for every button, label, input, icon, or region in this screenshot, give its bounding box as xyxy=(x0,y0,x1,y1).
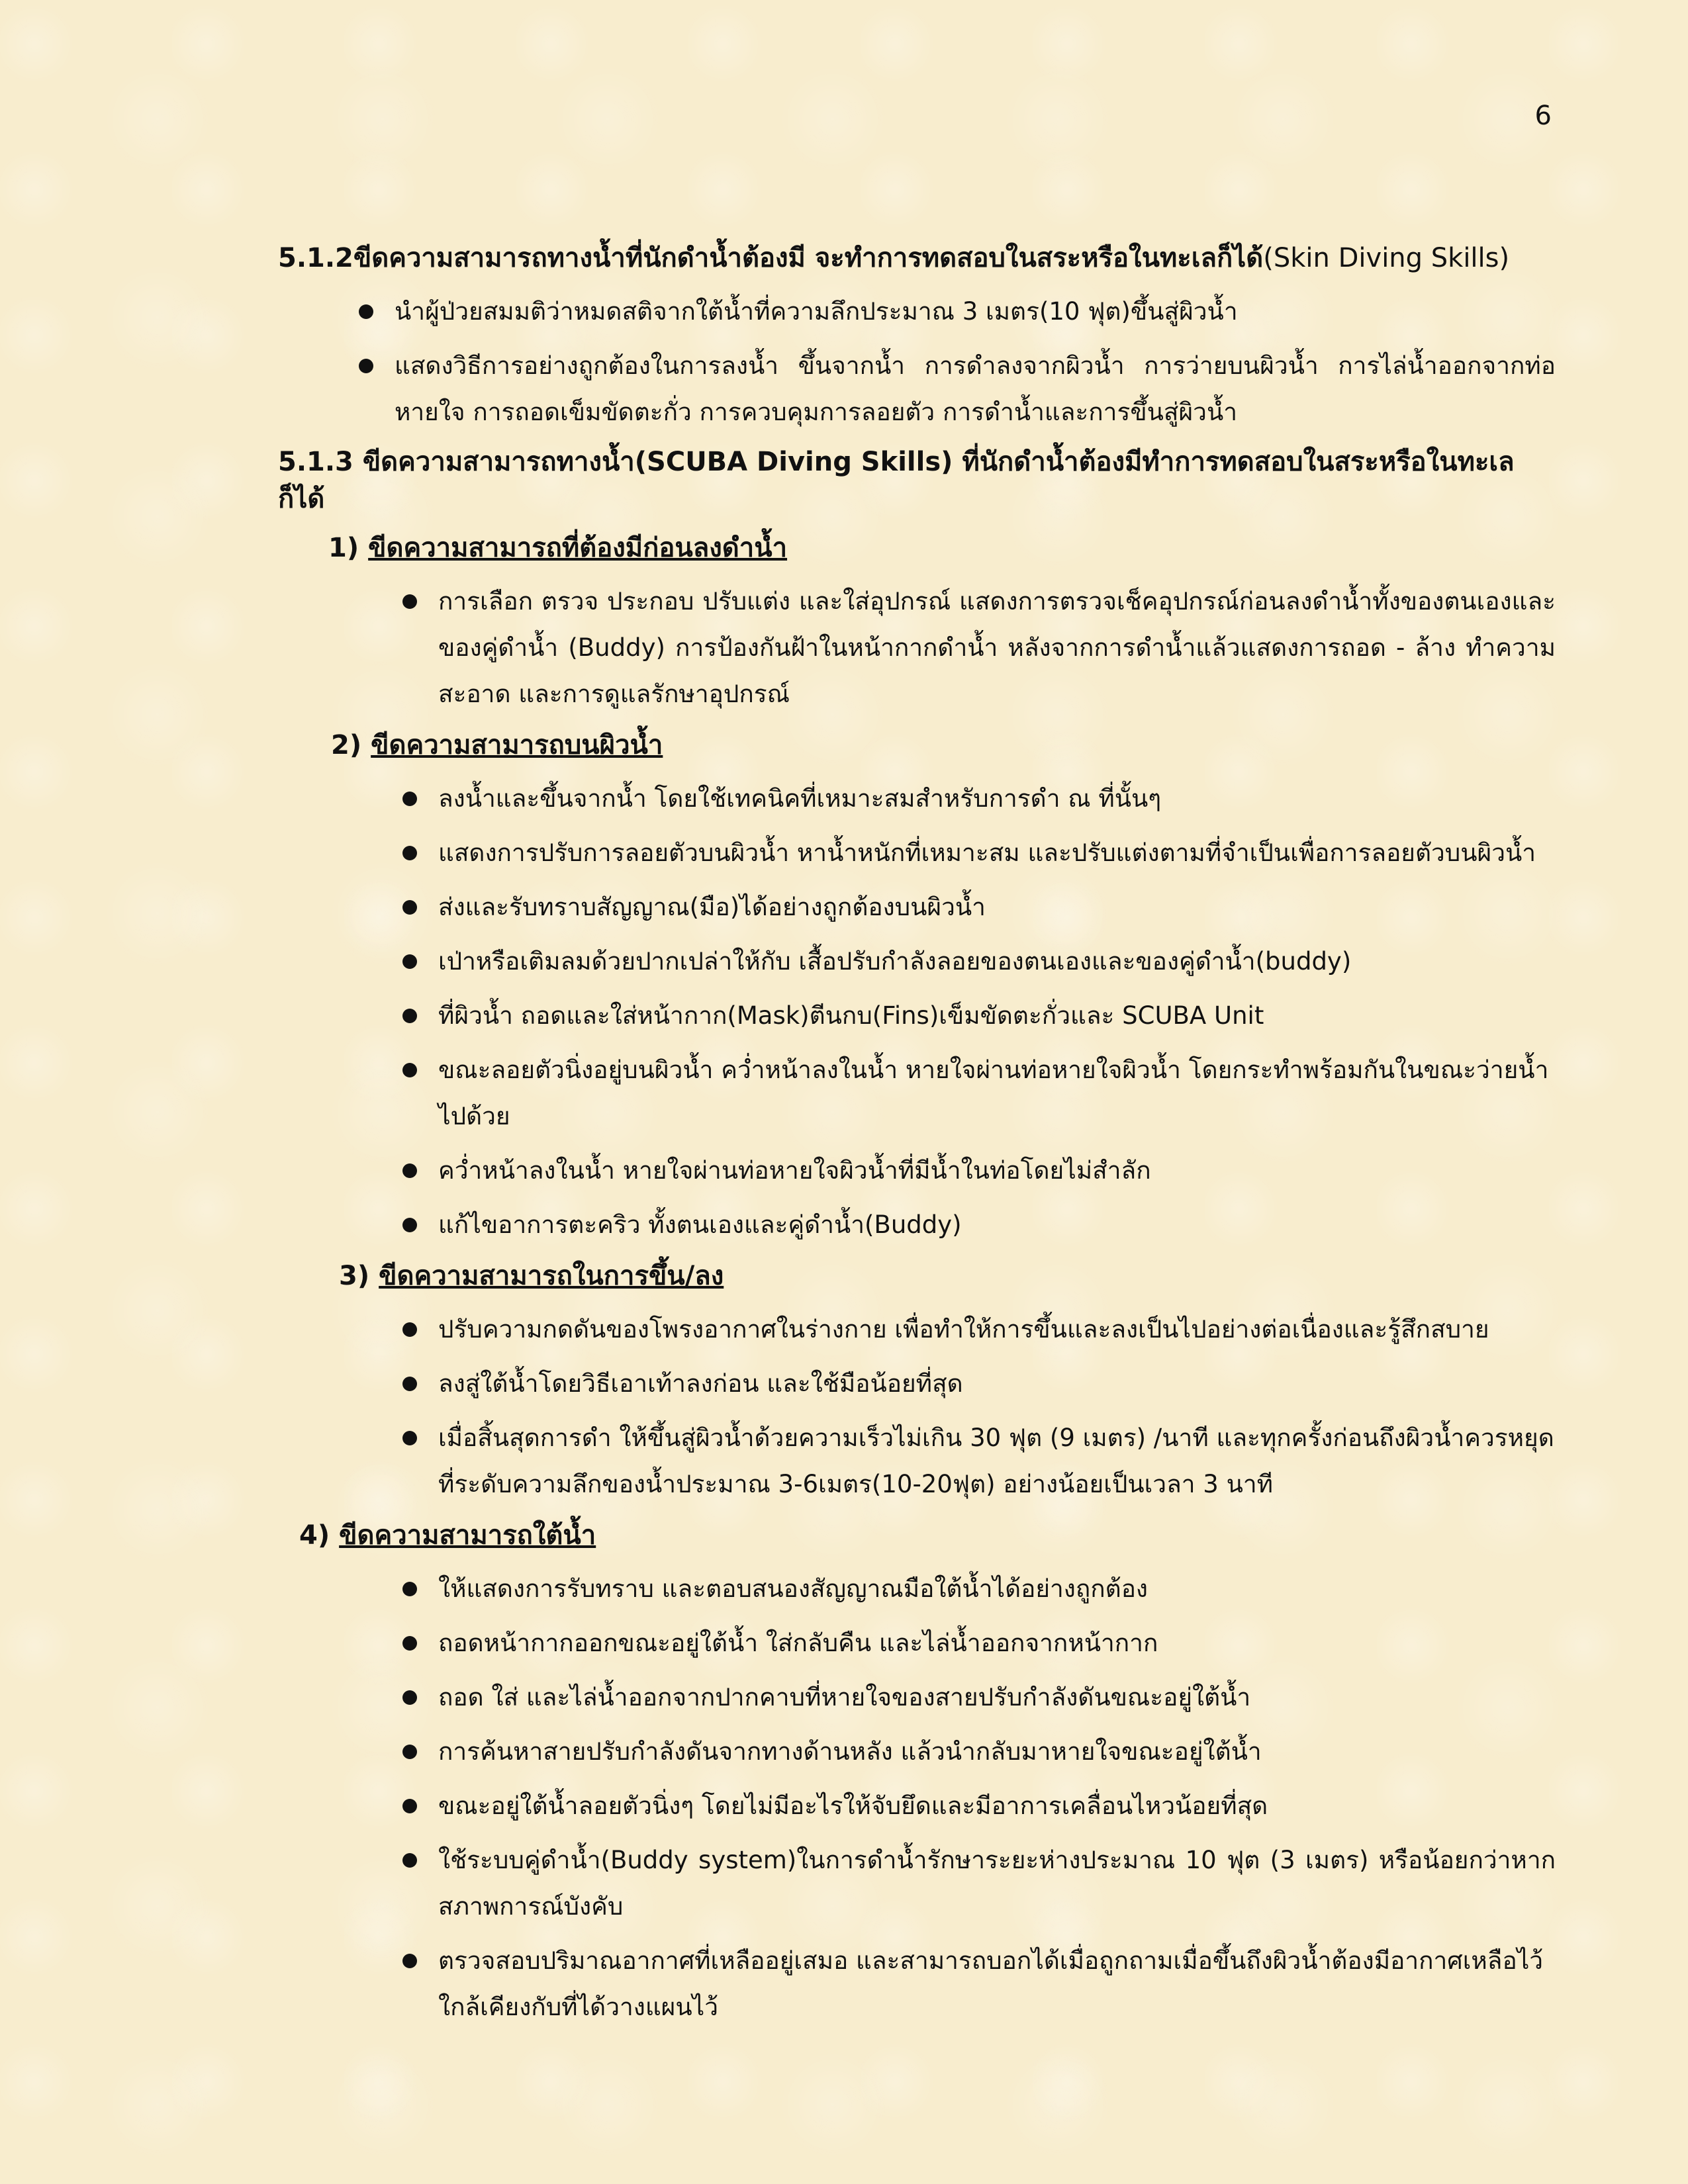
subsection-1-list xyxy=(278,578,1556,717)
list-item: การค้นหาสายปรับกำลังดันจากทางด้านหลัง แล้วนำกลับมาหายใจขณะอยู่ใต้น้ำ xyxy=(438,1729,1556,1775)
list-item: ลงสู่ใต้น้ำโดยวิธีเอาเท้าลงก่อน และใช้มือน้อยที่สุด xyxy=(438,1361,1556,1407)
section-5-1-2-list xyxy=(278,289,1556,435)
subsection-title: ขีดความสามารถในการขึ้น/ลง xyxy=(379,1261,724,1291)
bullet-icon xyxy=(402,1322,417,1337)
bullet-icon xyxy=(359,304,373,319)
bullet-icon xyxy=(402,1636,417,1651)
list-item: ใช้ระบบคู่ดำน้ำ(Buddy system)ในการดำน้ำรักษาระยะห่างประมาณ 10 ฟุต (3 เมตร) หรือน้อยกว่าหากสภาพการณ์บังคับ xyxy=(438,1837,1556,1930)
bullet-icon xyxy=(402,900,417,915)
list-item: ถอดหน้ากากออกขณะอยู่ใต้น้ำ ใส่กลับคืน และไล่น้ำออกจากหน้ากาก xyxy=(438,1620,1556,1666)
list-item: ตรวจสอบปริมาณอากาศที่เหลืออยู่เสมอ และสามารถบอกได้เมื่อถูกถามเมื่อขึ้นถึงผิวน้ำต้องมีอากาศเหลือไว้ใกล้เคียงกับที่ได้วางแผนไว้ xyxy=(438,1938,1556,2030)
list-item: เป่าหรือเติมลมด้วยปากเปล่าให้กับ เสื้อปรับกำลังลอยของตนเองและของคู่ดำน้ำ(buddy) xyxy=(438,938,1556,985)
bullet-icon xyxy=(402,1063,417,1077)
bullet-icon xyxy=(402,1582,417,1596)
section-5-1-2-subtitle: (Skin Diving Skills) xyxy=(1263,243,1510,273)
list-item: นำผู้ป่วยสมมติว่าหมดสติจากใต้น้ำที่ความลึกประมาณ 3 เมตร(10 ฟุต)ขึ้นสู่ผิวน้ำ xyxy=(395,289,1556,335)
list-item: ที่ผิวน้ำ ถอดและใส่หน้ากาก(Mask)ตีนกบ(Fins)เข็มขัดตะกั่วและ SCUBA Unit xyxy=(438,993,1556,1039)
list-item: เมื่อสิ้นสุดการดำ ให้ขึ้นสู่ผิวน้ำด้วยความเร็วไม่เกิน 30 ฟุต (9 เมตร) /นาที และทุกครั้งก่อนถึงผิวน้ำควรหยุดที่ระดับความลึกของน้ำประมาณ 3-6เมตร(10-20ฟุต) อย่างน้อยเป็นเวลา 3 นาที xyxy=(438,1415,1556,1508)
bullet-icon xyxy=(402,594,417,609)
bullet-icon xyxy=(402,954,417,969)
list-item: แสดงการปรับการลอยตัวบนผิวน้ำ หาน้ำหนักที่เหมาะสม และปรับแต่งตามที่จำเป็นเพื่อการลอยตัวบนผิวน้ำ xyxy=(438,830,1556,876)
bullet-icon xyxy=(402,1799,417,1813)
subsection-2-list xyxy=(278,776,1556,1248)
bullet-icon xyxy=(402,1954,417,1968)
subsection-title: ขีดความสามารถบนผิวน้ำ xyxy=(371,730,663,760)
subsection-1-heading xyxy=(328,529,1556,567)
bullet-icon xyxy=(402,1853,417,1868)
bullet-icon xyxy=(402,1690,417,1705)
list-item: ส่งและรับทราบสัญญาณ(มือ)ได้อย่างถูกต้องบนผิวน้ำ xyxy=(438,884,1556,931)
bullet-icon xyxy=(402,846,417,860)
subsection-number: 3) xyxy=(339,1261,370,1291)
subsection-title: ขีดความสามารถที่ต้องมีก่อนลงดำน้ำ xyxy=(368,533,788,563)
section-5-1-3-heading: 5.1.3 ขีดความสามารถทางน้ำ(SCUBA Diving Skills) ที่นักดำน้ำต้องมีทำการทดสอบในสระหรือในทะเลก็ได้ xyxy=(278,447,1515,514)
subsection-number: 4) xyxy=(299,1520,330,1551)
list-item: แสดงวิธีการอย่างถูกต้องในการลงน้ำ ขึ้นจากน้ำ การดำลงจากผิวน้ำ การว่ายบนผิวน้ำ การไล่น้ำออกจากท่อหายใจ การถอดเข็มขัดตะกั่ว การควบคุมการลอยตัว การดำน้ำและการขึ้นสู่ผิวน้ำ xyxy=(395,343,1556,435)
bullet-icon xyxy=(402,1218,417,1232)
subsection-3-heading xyxy=(339,1257,1556,1295)
bullet-icon xyxy=(402,1431,417,1445)
list-item: แก้ไขอาการตะคริว ทั้งตนเองและคู่ดำน้ำ(Buddy) xyxy=(438,1202,1556,1248)
subsection-4-list xyxy=(278,1566,1556,2030)
list-item: ขณะอยู่ใต้น้ำลอยตัวนิ่งๆ โดยไม่มีอะไรให้จับยึดและมีอาการเคลื่อนไหวน้อยที่สุด xyxy=(438,1783,1556,1829)
bullet-icon xyxy=(402,792,417,806)
subsection-3-list xyxy=(278,1306,1556,1508)
list-item: ถอด ใส่ และไล่น้ำออกจากปากคาบที่หายใจของสายปรับกำลังดันขณะอยู่ใต้น้ำ xyxy=(438,1674,1556,1721)
page-number: 6 xyxy=(1534,101,1552,131)
bullet-icon xyxy=(402,1745,417,1759)
list-item: ลงน้ำและขึ้นจากน้ำ โดยใช้เทคนิคที่เหมาะสมสำหรับการดำ ณ ที่นั้นๆ xyxy=(438,776,1556,822)
list-item: การเลือก ตรวจ ประกอบ ปรับแต่ง และใส่อุปกรณ์ แสดงการตรวจเช็คอุปกรณ์ก่อนลงดำน้ำทั้งของตนเองและของคู่ดำน้ำ (Buddy) การป้องกันฝ้าในหน้ากากดำน้ำ หลังจากการดำน้ำแล้วแสดงการถอด - ล้าง ทำความสะอาด และการดูแลรักษาอุปกรณ์ xyxy=(438,578,1556,717)
subsection-title: ขีดความสามารถใต้น้ำ xyxy=(339,1520,596,1551)
bullet-icon xyxy=(402,1377,417,1391)
bullet-icon xyxy=(402,1163,417,1178)
subsection-2-heading xyxy=(331,727,1556,764)
list-item: ให้แสดงการรับทราบ และตอบสนองสัญญาณมือใต้น้ำได้อย่างถูกต้อง xyxy=(438,1566,1556,1612)
list-item: คว่ำหน้าลงในน้ำ หายใจผ่านท่อหายใจผิวน้ำที่มีน้ำในท่อโดยไม่สำลัก xyxy=(438,1148,1556,1194)
subsection-number: 1) xyxy=(328,533,359,563)
list-item: ขณะลอยตัวนิ่งอยู่บนผิวน้ำ คว่ำหน้าลงในน้ำ หายใจผ่านท่อหายใจผิวน้ำ โดยกระทำพร้อมกันในขณะว่ายน้ำไปด้วย xyxy=(438,1047,1556,1140)
document-body xyxy=(278,240,1556,2038)
section-5-1-2-heading xyxy=(278,240,1556,277)
bullet-icon xyxy=(359,359,373,373)
list-item: ปรับความกดดันของโพรงอากาศในร่างกาย เพื่อทำให้การขึ้นและลงเป็นไปอย่างต่อเนื่องและรู้สึกสบาย xyxy=(438,1306,1556,1353)
bullet-icon xyxy=(402,1009,417,1023)
section-5-1-2-title: 5.1.2ขีดความสามารถทางน้ำที่นักดำน้ำต้องมี จะทำการทดสอบในสระหรือในทะเลก็ได้ xyxy=(278,243,1264,273)
subsection-number: 2) xyxy=(331,730,362,760)
subsection-4-heading xyxy=(299,1517,1556,1554)
